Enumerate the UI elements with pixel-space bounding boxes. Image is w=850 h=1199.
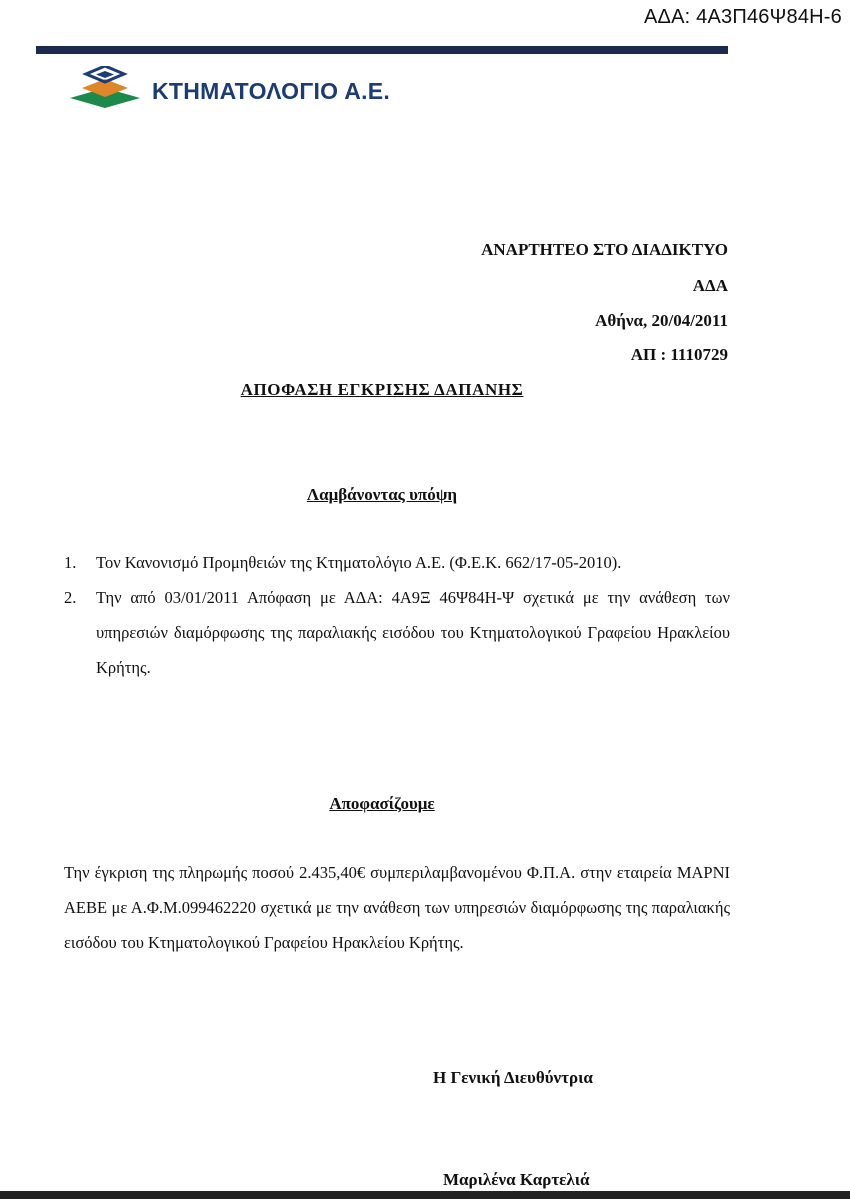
- cadastre-logo-icon: [68, 66, 142, 108]
- ada-stamp: ΑΔΑ: 4Α3Π46Ψ84Η-6: [643, 6, 842, 28]
- considerations-list: [64, 545, 730, 685]
- list-item-text: Τον Κανονισμό Προμηθειών της Κτηματολόγιο Α.Ε. (Φ.Ε.Κ. 662/17-05-2010).: [96, 553, 622, 572]
- signer-name: Μαριλένα Καρτελιά: [443, 1170, 590, 1189]
- list-item: [64, 545, 730, 580]
- signer-title: Η Γενική Διευθύντρια: [433, 1068, 593, 1087]
- decision-text: Την έγκριση της πληρωμής ποσού 2.435,40€ συμπεριλαμβανομένου Φ.Π.Α. στην εταιρεία ΜΑΡΝΙ ΑΕΒΕ με Α.Φ.Μ.099462220 σχετικά με την ανάθεση των υπηρεσιών διαμόρφωσης της παραλιακής εισόδου του Κτηματολογικού Γραφείου Ηρακλείου Κρήτης.: [64, 863, 730, 952]
- document-title: ΑΠΟΦΑΣΗ ΕΓΚΡΙΣΗΣ ΔΑΠΑΝΗΣ: [240, 380, 524, 399]
- decide-heading: Αποφασίζουμε: [329, 794, 435, 813]
- list-item-number: 2.: [64, 588, 77, 607]
- posting-notice: ΑΝΑΡΤΗΤΕΟ ΣΤΟ ΔΙΑΔΙΚΤΥΟ: [481, 240, 728, 259]
- organization-name: ΚΤΗΜΑΤΟΛΟΓΙΟ Α.Ε.: [152, 77, 391, 104]
- place-date: Αθήνα, 20/04/2011: [595, 311, 728, 330]
- list-item-number: 1.: [64, 553, 77, 572]
- protocol-number: ΑΠ : 1110729: [630, 345, 728, 364]
- header-rule: [36, 46, 728, 54]
- page-bottom-edge: [0, 1191, 850, 1199]
- considering-heading: Λαμβάνοντας υπόψη: [306, 485, 458, 504]
- ada-label: ΑΔΑ: [692, 276, 728, 295]
- organization-logo: [68, 66, 390, 108]
- list-item: [64, 580, 730, 685]
- list-item-text: Την από 03/01/2011 Απόφαση με ΑΔΑ: 4Α9Ξ 46Ψ84Η-Ψ σχετικά με την ανάθεση των υπηρεσιών διαμόρφωσης της παραλιακής εισόδου του Κτηματολογικού Γραφείου Ηρακλείου Κρήτης.: [96, 588, 730, 677]
